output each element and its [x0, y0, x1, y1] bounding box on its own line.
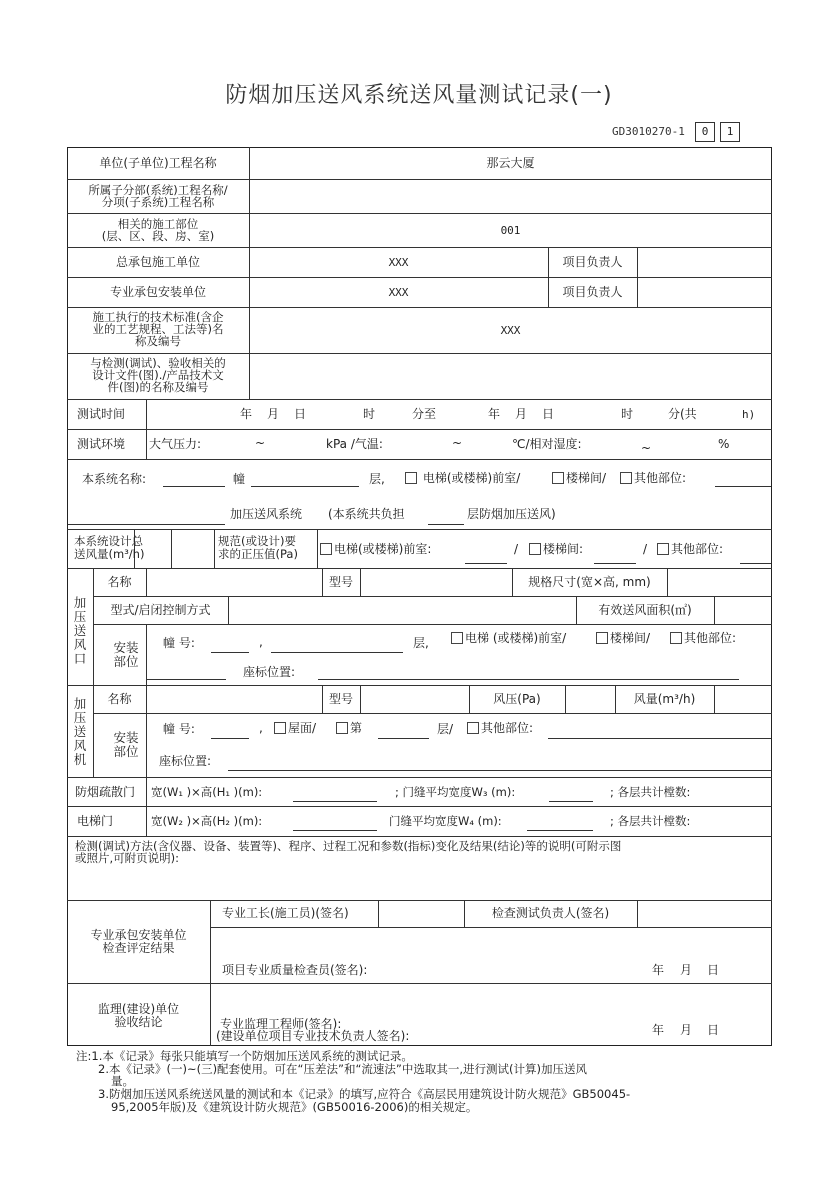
- outlet-opt-elevator-label: 电梯 (或楼梯)前室/: [465, 631, 567, 645]
- standard-label-line1: 施工执行的技术标准(含企: [92, 310, 224, 324]
- standard-value[interactable]: XXX: [500, 324, 521, 337]
- form-code: GD3010270-1: [612, 125, 685, 138]
- fan-name-value[interactable]: [147, 687, 321, 711]
- elevator-door-size-label: 宽(W₂ )×高(H₂ )(m):: [151, 814, 263, 828]
- row-divider: [67, 685, 772, 686]
- fan-floor-input[interactable]: [378, 738, 429, 739]
- design-opt-other-label: 其他部位:: [671, 542, 724, 556]
- design-opt-elevator-label: 电梯(或楼梯)前室:: [334, 542, 432, 556]
- test-time-hours: h): [742, 408, 756, 421]
- tester-signature-label: 检查测试负责人(签名): [491, 906, 610, 920]
- supervision-owner-label: (建设单位项目专业技术负责人签名):: [216, 1029, 410, 1043]
- row-divider: [67, 900, 772, 901]
- foreman-signature-label: 专业工长(施工员)(签名): [222, 906, 349, 920]
- fan-pressure-value[interactable]: [566, 687, 614, 711]
- sub-project-value[interactable]: [250, 184, 772, 212]
- row-divider: [67, 213, 772, 214]
- supervision-month: 月: [680, 1023, 693, 1037]
- fan-opt-roof-label: 屋面/: [288, 721, 317, 735]
- location-label-line1: 相关的施工部位: [117, 217, 199, 231]
- checkbox-icon[interactable]: [620, 472, 632, 484]
- design-opt-stair[interactable]: [529, 543, 583, 556]
- fan-model-label: 型号: [328, 692, 353, 706]
- elevator-door-label: 电梯门: [77, 814, 114, 828]
- test-time-year2: 年: [488, 407, 501, 421]
- contractor-check-day: 日: [707, 963, 720, 977]
- test-time-month2: 月: [515, 407, 528, 421]
- design-opt-stair-label: 楼梯间:: [543, 542, 584, 556]
- checkbox-icon[interactable]: [596, 632, 608, 644]
- fan-name-label: 名称: [107, 692, 132, 706]
- test-time-year1: 年: [240, 407, 253, 421]
- outlet-name-value[interactable]: [147, 570, 321, 594]
- outlet-opt-other-label: 其他部位:: [684, 631, 737, 645]
- specialty-contractor-value[interactable]: XXX: [388, 286, 409, 299]
- outlet-size-label: 规格尺寸(宽×高, mm): [528, 575, 651, 589]
- fan-install-label: 安装部位: [113, 730, 139, 759]
- location-label-line2: (层、区、段、房、室): [101, 229, 215, 243]
- sub-project-label-line2: 分项(子系统)工程名称: [101, 195, 215, 209]
- col-divider: [317, 529, 318, 568]
- row-divider: [67, 247, 772, 248]
- design-slash-2: /: [643, 542, 648, 556]
- system-opt-stair[interactable]: [552, 472, 606, 485]
- design-total-label-line2: 送风量(m³/h): [74, 547, 145, 561]
- design-docs-label-line2: 设计文件(图)./产品技术文: [92, 368, 224, 382]
- note-1: 注:1.本《记录》每张只能填写一个防烟加压送风系统的测试记录。: [76, 1049, 413, 1063]
- outlet-building-label: 幢 号:: [163, 636, 195, 650]
- checkbox-icon[interactable]: [405, 472, 417, 484]
- checkbox-icon[interactable]: [467, 722, 479, 734]
- fan-building-input[interactable]: [211, 738, 249, 739]
- contractor-check-year: 年: [652, 963, 665, 977]
- fan-volume-value[interactable]: [715, 687, 771, 711]
- row-divider: [93, 713, 772, 714]
- col-divider: [93, 568, 94, 777]
- fan-building-label: 幢 号:: [163, 722, 195, 736]
- outlet-area-value[interactable]: [715, 598, 771, 622]
- general-contractor-value[interactable]: XXX: [388, 256, 409, 269]
- temperature-tilde: ~: [452, 436, 463, 450]
- fan-opt-floor[interactable]: [336, 722, 362, 735]
- specialty-contractor-label: 专业承包安装单位: [109, 285, 206, 299]
- test-time-min-total: 分(共: [668, 407, 697, 421]
- outlet-area-label: 有效送风面积(㎡): [598, 603, 692, 617]
- fan-floor-suffix: 层/: [437, 722, 454, 736]
- fan-coord-label: 座标位置:: [159, 754, 212, 768]
- outlet-group-label: 加压送风口: [73, 595, 87, 666]
- fan-group-label: 加压送风机: [73, 696, 87, 767]
- contractor-check-label-line2: 检查评定结果: [102, 941, 175, 955]
- smoke-door-gap-label: ; 门缝平均宽度W₃ (m):: [395, 785, 516, 799]
- outlet-size-value[interactable]: [668, 570, 771, 594]
- humidity-tilde: ~: [641, 441, 652, 455]
- supervision-label-line2: 验收结论: [114, 1015, 163, 1029]
- smoke-door-size-label: 宽(W₁ )×高(H₁ )(m):: [151, 785, 263, 799]
- checkbox-icon[interactable]: [336, 722, 348, 734]
- location-value[interactable]: 001: [500, 224, 521, 237]
- contractor-check-month: 月: [680, 963, 693, 977]
- outlet-coord-input[interactable]: [318, 679, 739, 680]
- design-opt-other[interactable]: [657, 543, 723, 556]
- environment-label: 测试环境: [77, 437, 126, 451]
- fan-volume-label: 风量(m³/h): [633, 692, 696, 706]
- smoke-door-gap-input[interactable]: [549, 801, 593, 802]
- test-time-min-to: 分至: [412, 407, 437, 421]
- checkbox-icon[interactable]: [274, 722, 286, 734]
- general-contractor-label: 总承包施工单位: [115, 255, 200, 269]
- sub-project-label-line1: 所属子分部(系统)工程名称/: [88, 183, 228, 197]
- design-slash-1: /: [514, 542, 519, 556]
- system-name-label: 本系统名称:: [82, 472, 147, 486]
- checkbox-icon[interactable]: [657, 543, 669, 555]
- code-box-2: 1: [720, 122, 740, 142]
- method-text-line1: 检测(调试)方法(含仪器、设备、装置等)、程序、过程工况和参数(指标)变化及结果(结论)等的说明(可附示图: [75, 839, 622, 853]
- outlet-type-label: 型式/启闭控制方式: [110, 603, 211, 617]
- row-divider: [67, 777, 772, 778]
- row-divider: [67, 806, 772, 807]
- outlet-model-label: 型号: [328, 575, 353, 589]
- temperature-label: kPa /气温:: [326, 437, 383, 451]
- system-name-input[interactable]: [163, 486, 225, 487]
- method-text-area[interactable]: [75, 866, 765, 898]
- standard-label-line3: 称及编号: [135, 334, 181, 348]
- system-opt-elevator[interactable]: [405, 472, 520, 485]
- supervision-label-line1: 监理(建设)单位: [97, 1002, 180, 1016]
- row-divider: [67, 353, 772, 354]
- fan-opt-roof[interactable]: [274, 722, 316, 735]
- test-time-day2: 日: [542, 407, 555, 421]
- row-divider: [67, 429, 772, 430]
- design-total-label-line1: 本系统设计总: [74, 534, 143, 548]
- foreman-signature-field[interactable]: [379, 902, 463, 925]
- design-elevator-input[interactable]: [465, 563, 507, 564]
- note-3-line1: 3.防烟加压送风系统送风量的测试和本《记录》的填写,应符合《高层民用建筑设计防火规范》GB50045-: [98, 1087, 631, 1101]
- project-lead-value-2[interactable]: [638, 280, 772, 306]
- checkbox-icon[interactable]: [529, 543, 541, 555]
- note-3-line2: 95,2005年版)及《建筑设计防火规范》(GB50016-2006)的相关规定。: [111, 1100, 478, 1114]
- smoke-door-count-label: ; 各层共计樘数:: [610, 785, 691, 799]
- elevator-door-size-input[interactable]: [293, 830, 377, 831]
- supervision-year: 年: [652, 1023, 665, 1037]
- outlet-name-label: 名称: [107, 575, 132, 589]
- system-suffix-label: 加压送风系统: [230, 507, 303, 521]
- method-text-line2: 或照片,可附页说明):: [75, 851, 180, 865]
- row-divider: [67, 277, 772, 278]
- inspector-signature-label: 项目专业质量检查员(签名):: [222, 963, 368, 977]
- fan-opt-other[interactable]: [467, 722, 533, 735]
- project-lead-label-2: 项目负责人: [562, 285, 623, 299]
- fan-model-value[interactable]: [361, 687, 468, 711]
- outlet-floor-label: 层,: [413, 636, 429, 650]
- fan-opt-floor-label: 第: [350, 721, 363, 735]
- col-divider: [146, 777, 147, 836]
- outlet-opt-stair[interactable]: [596, 632, 650, 645]
- design-docs-label-line1: 与检测(调试)、验收相关的: [90, 356, 226, 370]
- page-title: 防烟加压送风系统送风量测试记录(一): [225, 83, 613, 108]
- fan-opt-other-label: 其他部位:: [481, 721, 534, 735]
- system-other-input[interactable]: [715, 486, 771, 487]
- row-divider: [210, 927, 772, 928]
- design-stair-input[interactable]: [594, 563, 636, 564]
- system-opt-other-label: 其他部位:: [634, 471, 687, 485]
- row-divider: [67, 529, 772, 530]
- checkbox-icon[interactable]: [451, 632, 463, 644]
- fan-coord-input[interactable]: [228, 770, 771, 771]
- outlet-install-label: 安装部位: [113, 640, 139, 669]
- test-time-hour2: 时: [621, 407, 634, 421]
- row-divider: [67, 307, 772, 308]
- row-divider: [93, 596, 772, 597]
- outlet-opt-stair-label: 楼梯间/: [610, 631, 651, 645]
- required-pressure-label-line2: 求的正压值(Pa): [218, 547, 298, 561]
- humidity-label: ℃/相对湿度:: [512, 437, 582, 451]
- checkbox-icon[interactable]: [670, 632, 682, 644]
- fan-other-input[interactable]: [548, 738, 771, 739]
- elevator-door-gap-input[interactable]: [527, 830, 593, 831]
- col-divider: [210, 900, 211, 1046]
- checkbox-icon[interactable]: [552, 472, 564, 484]
- system-building-label: 幢: [233, 472, 246, 486]
- col-divider: [146, 624, 147, 685]
- project-lead-label: 项目负责人: [562, 255, 623, 269]
- contractor-check-label-line1: 专业承包安装单位: [90, 928, 187, 942]
- smoke-door-size-input[interactable]: [293, 801, 377, 802]
- unit-name-value[interactable]: 那云大厦: [486, 156, 535, 170]
- test-time-label: 测试时间: [77, 407, 126, 421]
- fan-pressure-label: 风压(Pa): [493, 692, 541, 706]
- elevator-door-count-label: ; 各层共计樘数:: [610, 814, 691, 828]
- outlet-floor-input[interactable]: [271, 652, 403, 653]
- fan-comma: ,: [259, 721, 263, 735]
- outlet-model-value[interactable]: [361, 570, 511, 594]
- test-time-hour1: 时: [363, 407, 376, 421]
- row-divider: [67, 983, 772, 984]
- test-time-month1: 月: [267, 407, 280, 421]
- pressure-label: 大气压力:: [149, 437, 202, 451]
- elevator-door-gap-label: 门缝平均宽度W₄ (m):: [389, 814, 502, 828]
- outlet-coord-label: 座标位置:: [243, 665, 296, 679]
- row-divider: [67, 459, 772, 460]
- row-divider: [67, 836, 772, 837]
- design-docs-label-line3: 件(图)的名称及编号: [107, 380, 209, 394]
- outlet-opt-other[interactable]: [670, 632, 736, 645]
- outlet-building-input[interactable]: [211, 652, 249, 653]
- tester-signature-field[interactable]: [638, 902, 771, 925]
- design-opt-elevator[interactable]: [320, 543, 431, 556]
- design-docs-value[interactable]: [250, 356, 772, 398]
- pressure-tilde: ~: [255, 436, 266, 450]
- system-opt-stair-label: 楼梯间/: [566, 471, 607, 485]
- test-time-day1: 日: [294, 407, 307, 421]
- system-bear-floors-input[interactable]: [428, 524, 464, 525]
- outlet-extra-input[interactable]: [147, 679, 226, 680]
- system-bear-prefix: (本系统共负担: [328, 507, 405, 521]
- system-floor-label: 层,: [369, 472, 385, 486]
- unit-name-label: 单位(子单位)工程名称: [99, 156, 217, 170]
- note-2-line1: 2.本《记录》(一)~(三)配套使用。可在“压差法”和“流速法”中选取其一,进行测试(计算)加压送风: [98, 1062, 588, 1076]
- outlet-opt-elevator[interactable]: [451, 632, 566, 645]
- system-bear-suffix: 层防烟加压送风): [467, 507, 556, 521]
- system-opt-other[interactable]: [620, 472, 686, 485]
- required-pressure-label-line1: 规范(或设计)要: [218, 534, 296, 548]
- design-total-value[interactable]: [172, 531, 213, 567]
- design-other-input[interactable]: [740, 563, 771, 564]
- outlet-type-value[interactable]: [229, 598, 575, 622]
- row-divider: [67, 399, 772, 400]
- system-building-input[interactable]: [251, 486, 359, 487]
- note-2-line2: 量。: [111, 1074, 134, 1088]
- humidity-percent: %: [718, 437, 730, 451]
- col-divider: [146, 399, 147, 459]
- code-box-1: 0: [695, 122, 715, 142]
- standard-label-line2: 业的工艺规程、工法等)名: [92, 322, 224, 336]
- checkbox-icon[interactable]: [320, 543, 332, 555]
- smoke-door-label: 防烟疏散门: [75, 785, 136, 799]
- outlet-comma: ,: [259, 635, 263, 649]
- col-divider: [214, 529, 215, 568]
- supervision-day: 日: [707, 1023, 720, 1037]
- system-type-input[interactable]: [68, 524, 225, 525]
- system-opt-elevator-label: 电梯(或楼梯)前室/: [422, 471, 521, 485]
- row-divider: [93, 624, 772, 625]
- supervision-engineer-label: 专业监理工程师(签名):: [220, 1017, 342, 1031]
- row-divider: [67, 179, 772, 180]
- project-lead-value[interactable]: [638, 250, 772, 276]
